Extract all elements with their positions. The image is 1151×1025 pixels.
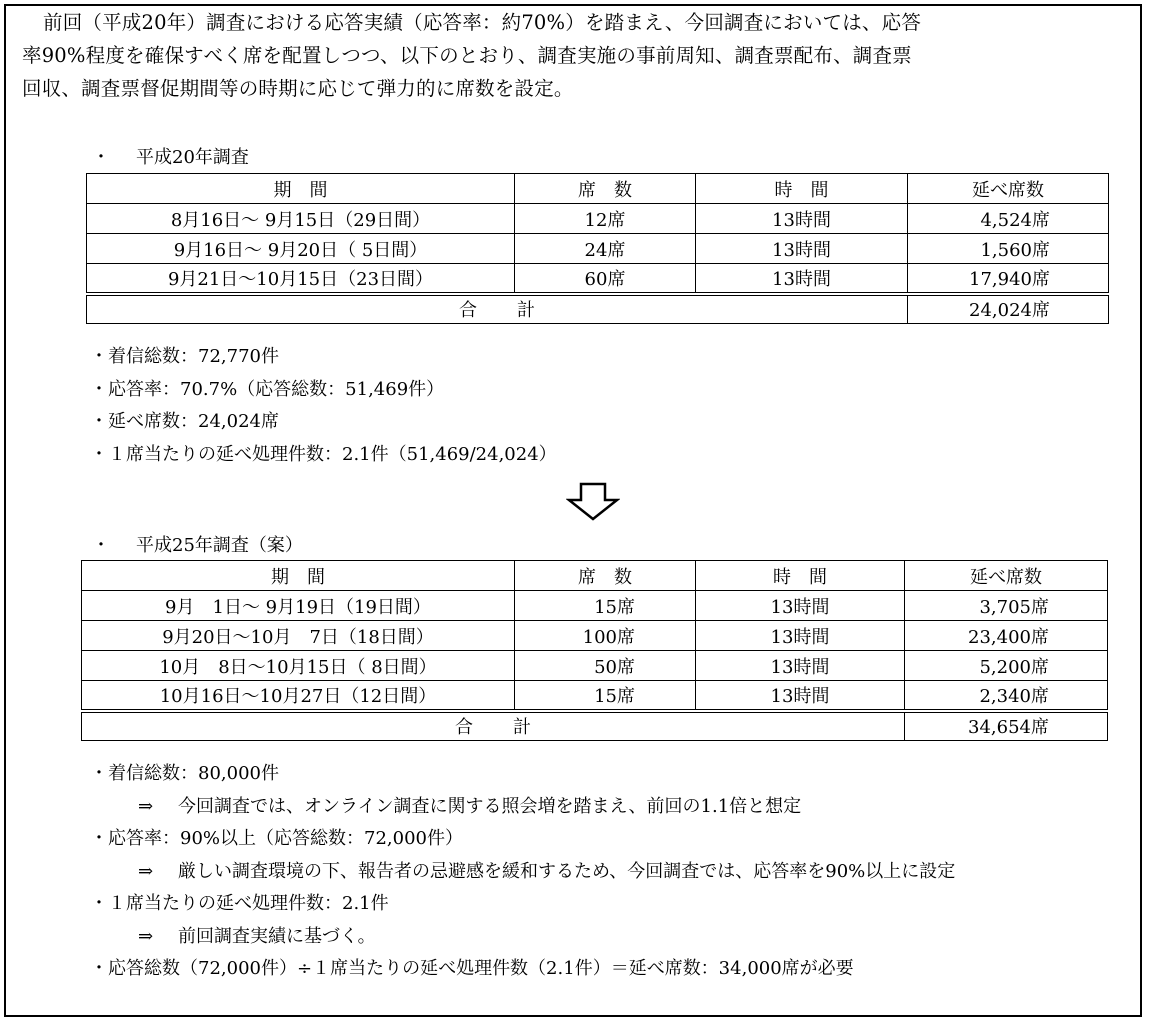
cell-seats: 50席 bbox=[515, 651, 696, 681]
cell-seats: 15席 bbox=[515, 591, 696, 621]
cell-seats: 100席 bbox=[515, 621, 696, 651]
list-item: ・着信総数：80,000件 bbox=[90, 763, 279, 784]
list-item: ・着信総数：72,770件 bbox=[90, 346, 279, 367]
list-item-note bbox=[90, 921, 955, 954]
cell-hours: 13時間 bbox=[696, 591, 905, 621]
cell-total-seats: 4,524席 bbox=[908, 204, 1109, 234]
note-text: 前回調査実績に基づく。 bbox=[178, 925, 376, 947]
cell-period: 9月 1日～ 9月19日（19日間） bbox=[82, 591, 515, 621]
table-row bbox=[82, 591, 1108, 621]
h20-table bbox=[86, 173, 1109, 324]
total-label: 合計 bbox=[82, 711, 905, 741]
implies-arrow: ⇒ bbox=[138, 860, 154, 882]
list-item: ・１席当たりの延べ処理件数：2.1件（51,469/24,024） bbox=[90, 443, 557, 465]
table-row bbox=[82, 681, 1108, 711]
h20-heading bbox=[92, 146, 249, 170]
cell-total-seats: 3,705席 bbox=[905, 591, 1108, 621]
cell-hours: 13時間 bbox=[696, 621, 905, 651]
cell-total-seats: 5,200席 bbox=[905, 651, 1108, 681]
cell-seats: 24席 bbox=[515, 234, 696, 264]
h25-heading bbox=[92, 534, 303, 558]
heading-bullet: ・ bbox=[92, 535, 110, 556]
total-value: 34,654席 bbox=[905, 711, 1108, 741]
h25-table bbox=[81, 560, 1108, 741]
table-total-row bbox=[87, 294, 1109, 324]
list-item: ・応答総数（72,000件）÷１席当たりの延べ処理件数（2.1件）＝延べ席数：34,000席が必要 bbox=[90, 958, 854, 979]
list-item-note bbox=[90, 791, 955, 824]
note-text: 厳しい調査環境の下、報告者の忌避感を緩和するため、今回調査では、応答率を90%以上に設定 bbox=[178, 860, 956, 882]
cell-total-seats: 2,340席 bbox=[905, 681, 1108, 711]
h25-heading-text: 平成25年調査（案） bbox=[136, 535, 303, 556]
table-row bbox=[87, 234, 1109, 264]
table-header-row bbox=[87, 174, 1109, 204]
note-text: 今回調査では、オンライン調査に関する照会増を踏まえ、前回の1.1倍と想定 bbox=[178, 795, 802, 817]
table-header-row bbox=[82, 561, 1108, 591]
total-label: 合計 bbox=[87, 294, 908, 324]
cell-hours: 13時間 bbox=[696, 651, 905, 681]
cell-total-seats: 1,560席 bbox=[908, 234, 1109, 264]
list-item: ・応答率：70.7%（応答総数：51,469件） bbox=[90, 378, 445, 400]
intro-paragraph bbox=[22, 6, 1134, 105]
h20-bullet-list bbox=[90, 341, 557, 471]
h20-heading-text: 平成20年調査 bbox=[136, 147, 249, 168]
cell-total-seats: 23,400席 bbox=[905, 621, 1108, 651]
table-row bbox=[87, 204, 1109, 234]
table-row bbox=[87, 264, 1109, 294]
total-value: 24,024席 bbox=[908, 294, 1109, 324]
intro-line: 率90%程度を確保すべく席を配置しつつ、以下のとおり、調査実施の事前周知、調査票配布、調査票 bbox=[22, 44, 912, 67]
cell-seats: 60席 bbox=[515, 264, 696, 294]
down-arrow-icon bbox=[566, 482, 620, 522]
table-row bbox=[82, 651, 1108, 681]
header-period: 期 間 bbox=[87, 174, 515, 204]
implies-arrow: ⇒ bbox=[138, 795, 154, 817]
cell-seats: 12席 bbox=[515, 204, 696, 234]
header-seats: 席 数 bbox=[515, 174, 696, 204]
list-item: ・延べ席数：24,024席 bbox=[90, 411, 279, 432]
heading-bullet: ・ bbox=[92, 147, 110, 168]
cell-hours: 13時間 bbox=[696, 234, 908, 264]
header-period: 期 間 bbox=[82, 561, 515, 591]
header-total-seats: 延べ席数 bbox=[908, 174, 1109, 204]
table-row bbox=[82, 621, 1108, 651]
h25-bullet-list bbox=[90, 758, 955, 986]
cell-hours: 13時間 bbox=[696, 681, 905, 711]
list-item-note bbox=[90, 856, 955, 889]
list-item: ・１席当たりの延べ処理件数：2.1件 bbox=[90, 893, 389, 914]
implies-arrow: ⇒ bbox=[138, 925, 154, 947]
cell-hours: 13時間 bbox=[696, 204, 908, 234]
cell-period: 9月20日～10月 7日（18日間） bbox=[82, 621, 515, 651]
list-item: ・応答率：90%以上（応答総数：72,000件） bbox=[90, 828, 463, 849]
cell-period: 10月 8日～10月15日（ 8日間） bbox=[82, 651, 515, 681]
intro-line: 前回（平成20年）調査における応答実績（応答率：約70%）を踏まえ、今回調査においては、応答 bbox=[43, 11, 922, 34]
intro-line: 回収、調査票督促期間等の時期に応じて弾力的に席数を設定。 bbox=[22, 77, 574, 100]
cell-period: 10月16日～10月27日（12日間） bbox=[82, 681, 515, 711]
cell-total-seats: 17,940席 bbox=[908, 264, 1109, 294]
table-total-row bbox=[82, 711, 1108, 741]
header-total-seats: 延べ席数 bbox=[905, 561, 1108, 591]
cell-hours: 13時間 bbox=[696, 264, 908, 294]
header-hours: 時 間 bbox=[696, 561, 905, 591]
header-seats: 席 数 bbox=[515, 561, 696, 591]
cell-period: 9月16日～ 9月20日（ 5日間） bbox=[87, 234, 515, 264]
cell-period: 9月21日～10月15日（23日間） bbox=[87, 264, 515, 294]
header-hours: 時 間 bbox=[696, 174, 908, 204]
cell-seats: 15席 bbox=[515, 681, 696, 711]
cell-period: 8月16日～ 9月15日（29日間） bbox=[87, 204, 515, 234]
